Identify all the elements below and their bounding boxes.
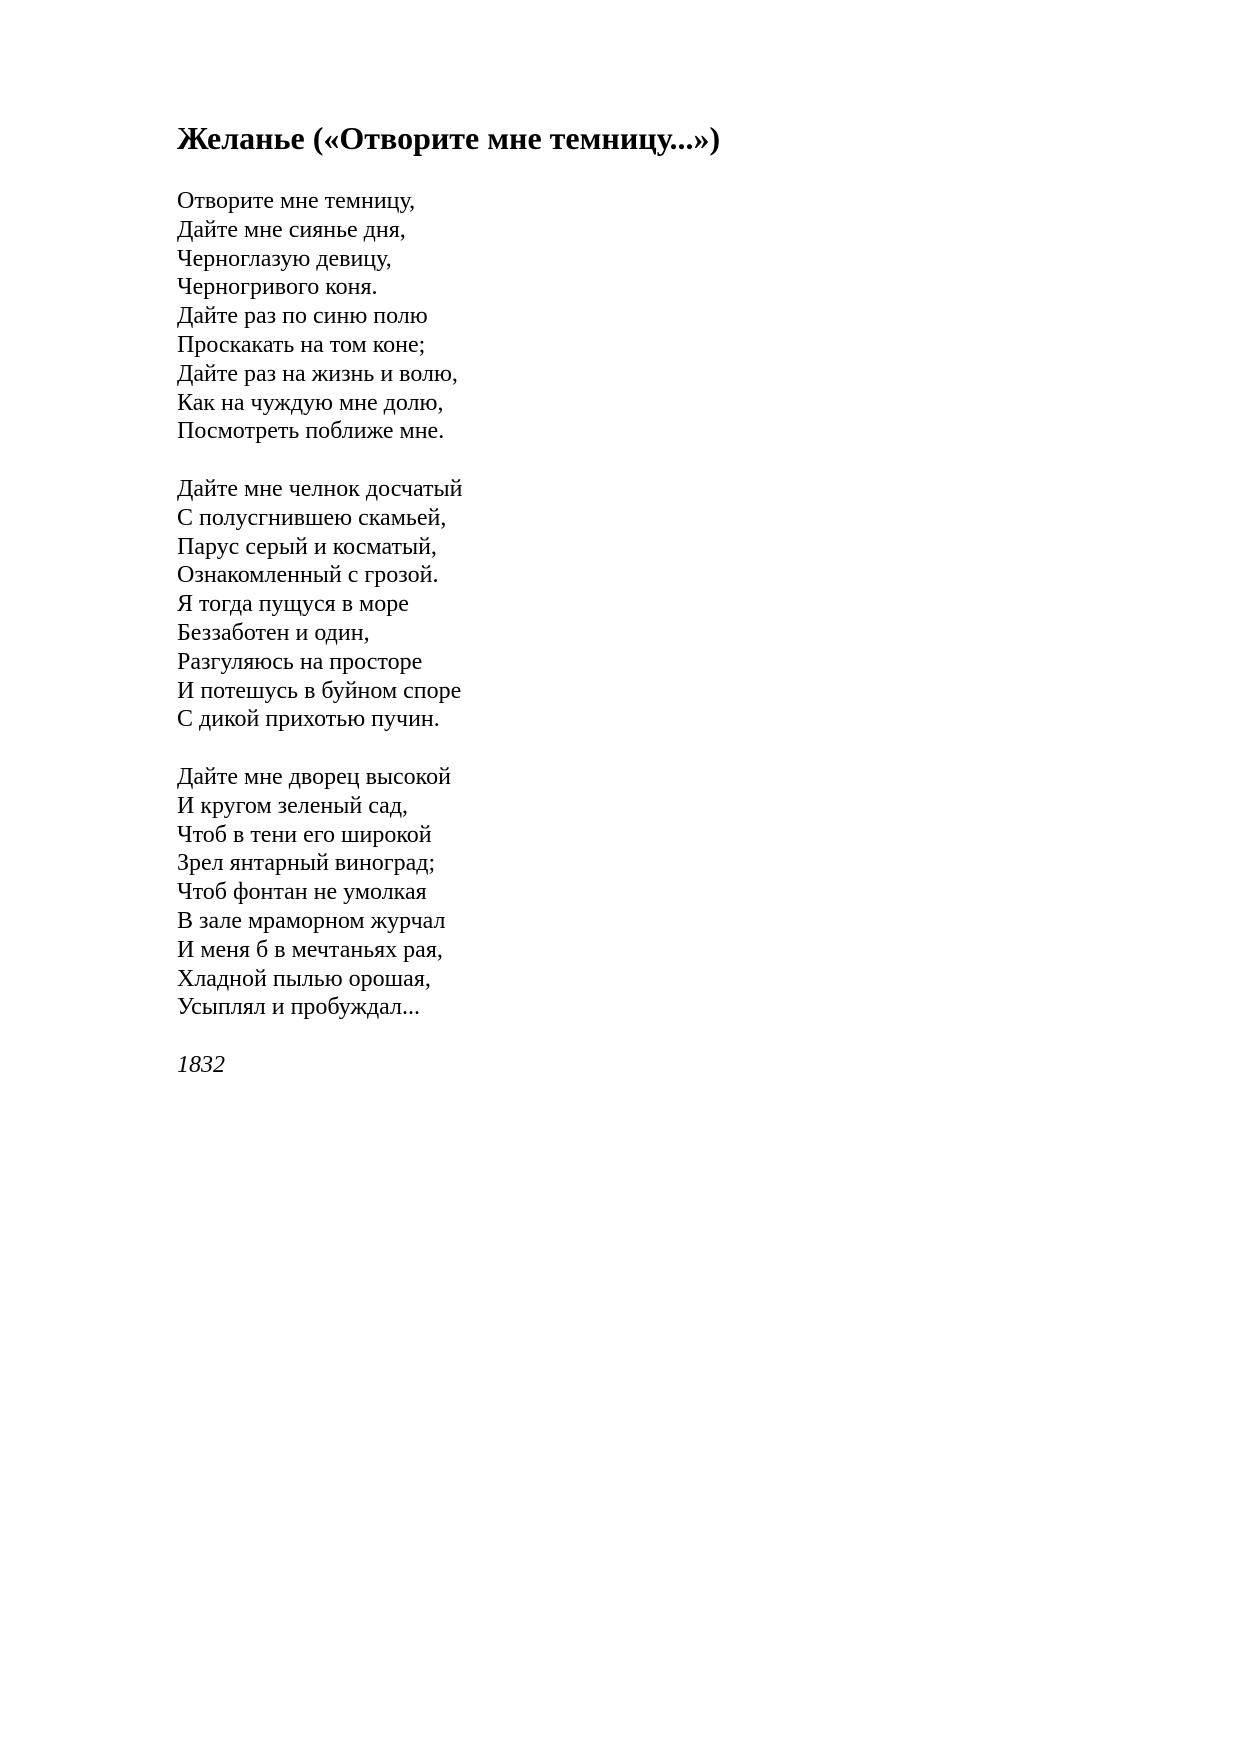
poem-line: Зрел янтарный виноград; [177, 850, 436, 877]
poem-line: Я тогда пущуся в море [177, 591, 409, 618]
poem-line: Проскакать на том коне; [177, 331, 426, 358]
poem-line: Дайте мне дворец высокой [177, 764, 451, 790]
poem-line: Посмотреть поближе мне. [177, 418, 445, 445]
poem-line: Парус серый и косматый, [177, 533, 437, 560]
poem-line: Дайте раз на жизнь и волю, [177, 360, 458, 387]
poem-line: Дайте мне сиянье дня, [177, 216, 406, 243]
poem-line: В зале мраморном журчал [177, 907, 446, 934]
poem-title: Желанье («Отворите мне темницу...») [177, 120, 721, 156]
poem-line: Черногривого коня. [177, 274, 378, 301]
poem-line: С полусгнившею скамьей, [177, 504, 447, 531]
stanza-2 [177, 475, 462, 734]
poem-line: И потешусь в буйном споре [177, 677, 462, 704]
poem-line: Разгуляюсь на просторе [177, 648, 423, 675]
poem-line: Беззаботен и один, [177, 619, 370, 646]
poem-line: Хладной пылью орошая, [177, 965, 431, 992]
stanza-1 [177, 187, 458, 446]
poem-line: Отворите мне темницу, [177, 188, 416, 214]
poem-line: И меня б в мечтаньях рая, [177, 936, 443, 963]
poem-line: Как на чуждую мне долю, [177, 389, 444, 416]
poem-line: Усыплял и пробуждал... [177, 994, 421, 1021]
poem-line: С дикой прихотью пучин. [177, 706, 440, 733]
poem-line: Дайте раз по синю полю [177, 303, 428, 330]
poem-year: 1832 [177, 1052, 225, 1078]
stanza-3 [177, 763, 451, 1022]
poem-line: Дайте мне челнок досчатый [177, 476, 463, 502]
poem-line: Черноглазую девицу, [177, 245, 392, 272]
poem-line: Чтоб в тени его широкой [177, 821, 432, 848]
poem-line: Ознакомленный с грозой. [177, 562, 439, 589]
poem-line: И кругом зеленый сад, [177, 792, 409, 819]
poem-line: Чтоб фонтан не умолкая [177, 879, 427, 906]
